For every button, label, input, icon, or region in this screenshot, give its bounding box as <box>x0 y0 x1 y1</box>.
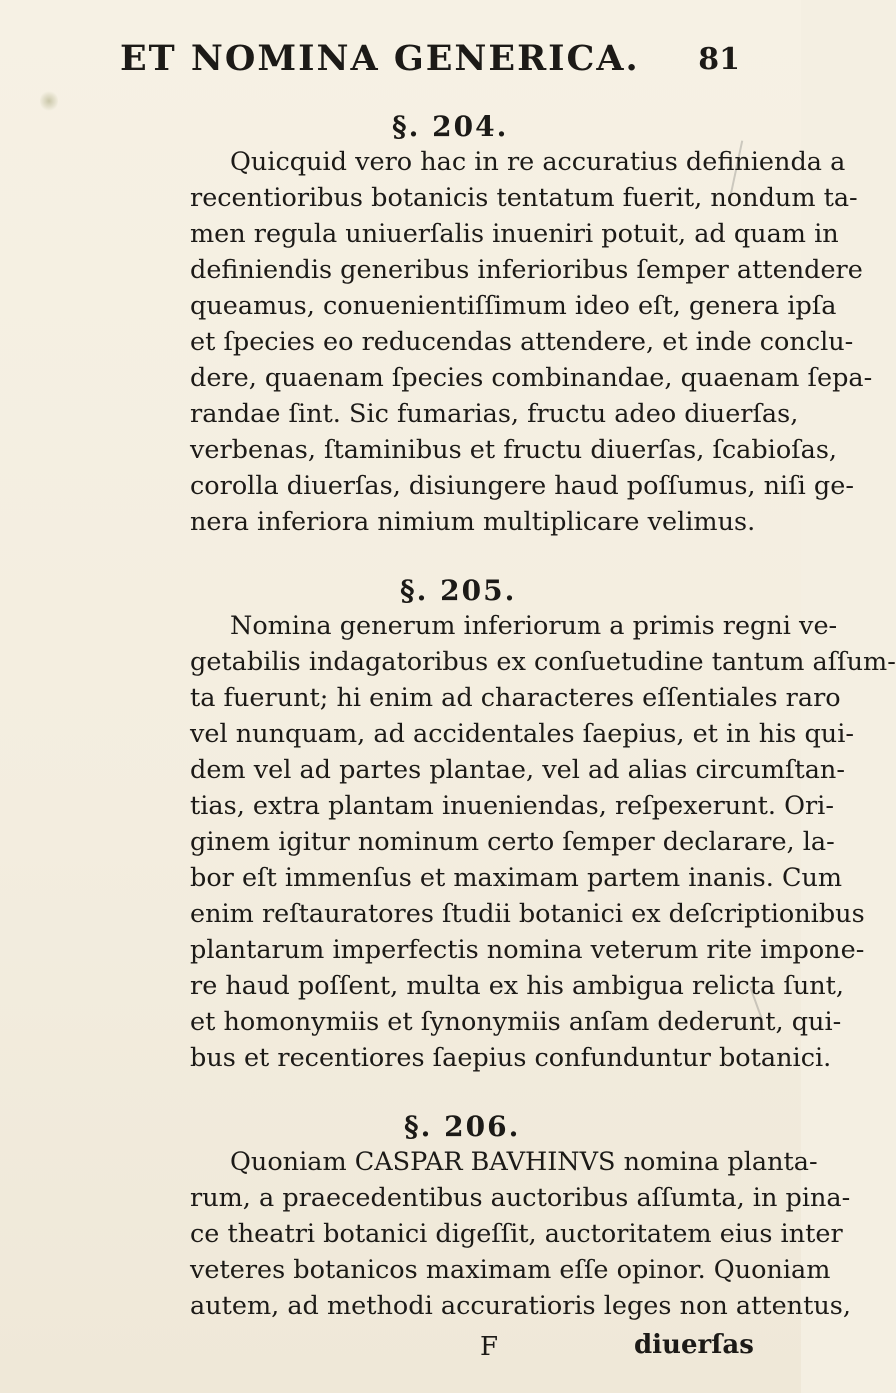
text-line: randae ſint. Sic fumarias, fructu adeo diuerſas, <box>190 399 799 429</box>
running-head: ET NOMINA GENERICA. <box>120 38 640 79</box>
ink-smudge <box>40 90 58 112</box>
text-line: men regula uniuerſalis inueniri potuit, ad quam in <box>190 219 839 249</box>
section-heading: §. 205. <box>400 574 517 607</box>
text-line: recentioribus botanicis tentatum fuerit, nondum ta- <box>190 183 858 213</box>
text-line: Quoniam CASPAR BAVHINVS nomina planta- <box>230 1147 818 1177</box>
text-line: et ſpecies eo reducendas attendere, et inde conclu- <box>190 327 854 357</box>
page-header <box>120 38 740 88</box>
text-line: bus et recentiores ſaepius confunduntur botanici. <box>190 1043 832 1073</box>
text-line: vel nunquam, ad accidentales ſaepius, et in his qui- <box>190 719 854 749</box>
text-line: ce theatri botanici digeſſit, auctoritatem eius inter <box>190 1219 843 1249</box>
text-line: dem vel ad partes plantae, vel ad alias circumſtan- <box>190 755 845 785</box>
text-line: autem, ad methodi accuratioris leges non attentus, <box>190 1291 851 1321</box>
text-line: rum, a praecedentibus auctoribus aſſumta, in pina- <box>190 1183 851 1213</box>
text-line: enim reſtauratores ſtudii botanici ex deſcriptionibus <box>190 899 865 929</box>
text-line: definiendis generibus inferioribus ſemper attendere <box>190 255 863 285</box>
text-line: veteres botanicos maximam eſſe opinor. Quoniam <box>190 1255 831 1285</box>
text-line: dere, quaenam ſpecies combinandae, quaenam ſepa- <box>190 363 873 393</box>
text-line: getabilis indagatoribus ex conſuetudine tantum aſſum- <box>190 647 896 677</box>
text-line: tias, extra plantam inueniendas, reſpexerunt. Ori- <box>190 791 834 821</box>
text-line: corolla diuerſas, disiungere haud poſſumus, niſi ge- <box>190 471 854 501</box>
section-heading: §. 206. <box>404 1110 521 1143</box>
text-line: ta fuerunt; hi enim ad characteres eſſentiales raro <box>190 683 841 713</box>
text-line: ginem igitur nominum certo ſemper declarare, la- <box>190 827 835 857</box>
text-line: verbenas, ſtaminibus et fructu diuerſas, ſcabioſas, <box>190 435 838 465</box>
text-line: bor eſt immenſus et maximam partem inanis. Cum <box>190 863 843 893</box>
text-line: Nomina generum inferiorum a primis regni ve- <box>230 611 838 641</box>
text-line: nera inferiora nimium multiplicare velimus. <box>190 507 756 537</box>
catchword: diuerſas <box>634 1330 754 1360</box>
text-line: Quicquid vero hac in re accuratius definienda a <box>230 147 846 177</box>
text-line: plantarum imperfectis nomina veterum rite impone- <box>190 935 865 965</box>
signature-mark: F <box>480 1332 499 1362</box>
text-line: queamus, conuenientiſſimum ideo eſt, genera ipſa <box>190 291 837 321</box>
text-line: et homonymiis et ſynonymiis anſam dederunt, qui- <box>190 1007 842 1037</box>
page-number: 81 <box>698 42 740 77</box>
text-line: re haud poſſent, multa ex his ambigua relicta ſunt, <box>190 971 845 1001</box>
section-heading: §. 204. <box>392 110 509 143</box>
